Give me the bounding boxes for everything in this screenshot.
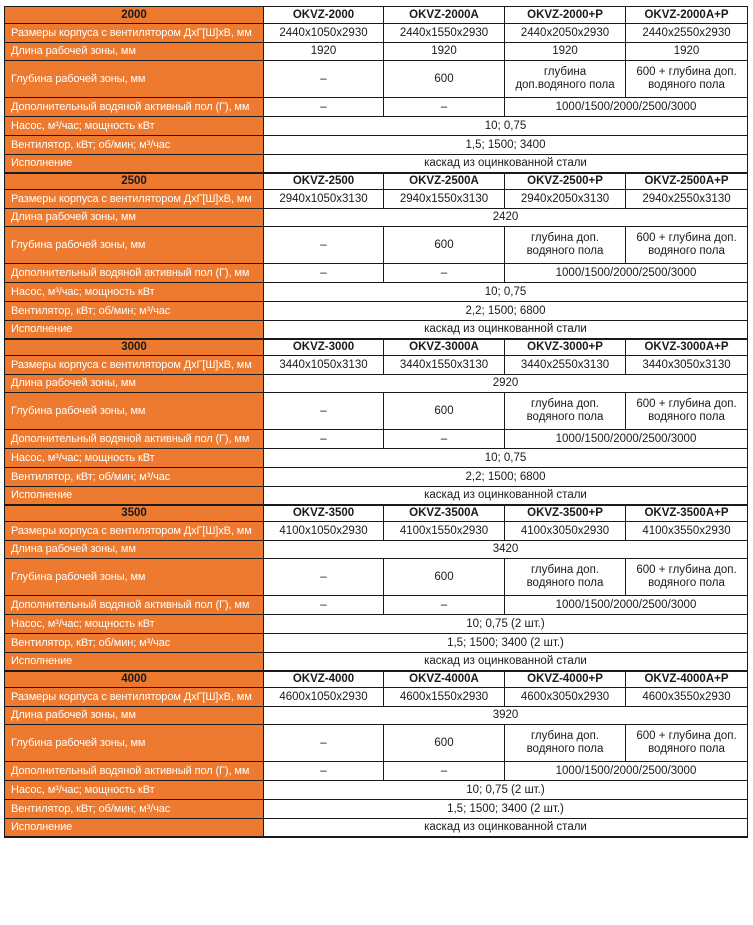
floor-value: – — [264, 430, 384, 449]
floor-value: 1000/1500/2000/2500/3000 — [505, 264, 748, 283]
length-value: 3420 — [264, 541, 748, 559]
fan-row — [5, 468, 748, 487]
fan-value: 2,2; 1500; 6800 — [264, 468, 748, 487]
dims-value: 2440x2550x2930 — [626, 24, 748, 43]
fan-row — [5, 302, 748, 321]
dims-value: 4100x3550x2930 — [626, 522, 748, 541]
depth-row — [5, 559, 748, 596]
section-title: 3000 — [5, 339, 264, 356]
depth-value: – — [264, 61, 384, 98]
floor-value: – — [264, 596, 384, 615]
depth-value: 600 — [384, 559, 505, 596]
model-name: OKVZ-2500A — [384, 173, 505, 190]
row-label-exec: Исполнение — [5, 487, 264, 505]
depth-value: глубина доп. водяного пола — [505, 227, 626, 264]
floor-value: – — [264, 762, 384, 781]
length-value: 1920 — [264, 43, 384, 61]
row-label-dims: Размеры корпуса с вентилятором ДхГ[Ш]хВ, мм — [5, 24, 264, 43]
row-label-floor: Дополнительный водяной активный пол (Г), мм — [5, 98, 264, 117]
depth-value: 600 + глубина доп. водяного пола — [626, 559, 748, 596]
fan-value: 2,2; 1500; 6800 — [264, 302, 748, 321]
length-row — [5, 375, 748, 393]
model-name: OKVZ-2000 — [264, 7, 384, 24]
section-title: 2000 — [5, 7, 264, 24]
exec-value: каскад из оцинкованной стали — [264, 653, 748, 671]
dims-value: 2440x1550x2930 — [384, 24, 505, 43]
dims-row — [5, 24, 748, 43]
pump-row — [5, 117, 748, 136]
row-label-length: Длина рабочей зоны, мм — [5, 375, 264, 393]
section-title: 3500 — [5, 505, 264, 522]
row-label-depth: Глубина рабочей зоны, мм — [5, 61, 264, 98]
depth-value: глубина доп. водяного пола — [505, 725, 626, 762]
depth-value: – — [264, 227, 384, 264]
row-label-floor: Дополнительный водяной активный пол (Г), мм — [5, 762, 264, 781]
model-name: OKVZ-3500 — [264, 505, 384, 522]
pump-value: 10; 0,75 — [264, 117, 748, 136]
model-name: OKVZ-4000A — [384, 671, 505, 688]
dims-value: 3440x1550x3130 — [384, 356, 505, 375]
dims-row — [5, 688, 748, 707]
depth-value: – — [264, 725, 384, 762]
row-label-exec: Исполнение — [5, 321, 264, 339]
section-header-row — [5, 671, 748, 688]
dims-value: 4100x3050x2930 — [505, 522, 626, 541]
depth-row — [5, 227, 748, 264]
depth-value: – — [264, 559, 384, 596]
depth-value: глубина доп.водяного пола — [505, 61, 626, 98]
model-name: OKVZ-2500A+P — [626, 173, 748, 190]
length-value: 1920 — [384, 43, 505, 61]
row-label-depth: Глубина рабочей зоны, мм — [5, 393, 264, 430]
fan-value: 1,5; 1500; 3400 — [264, 136, 748, 155]
floor-row — [5, 264, 748, 283]
length-row — [5, 707, 748, 725]
pump-value: 10; 0,75 — [264, 449, 748, 468]
dims-value: 2940x2550x3130 — [626, 190, 748, 209]
depth-row — [5, 393, 748, 430]
row-label-pump: Насос, м³/час; мощность кВт — [5, 615, 264, 634]
section-header-row — [5, 173, 748, 190]
dims-value: 3440x1050x3130 — [264, 356, 384, 375]
depth-value: – — [264, 393, 384, 430]
spec-table — [4, 6, 748, 838]
row-label-pump: Насос, м³/час; мощность кВт — [5, 283, 264, 302]
floor-value: – — [384, 596, 505, 615]
model-name: OKVZ-3000 — [264, 339, 384, 356]
row-label-exec: Исполнение — [5, 819, 264, 837]
dims-value: 4100x1550x2930 — [384, 522, 505, 541]
pump-value: 10; 0,75 (2 шт.) — [264, 781, 748, 800]
row-label-depth: Глубина рабочей зоны, мм — [5, 227, 264, 264]
section-title: 2500 — [5, 173, 264, 190]
fan-value: 1,5; 1500; 3400 (2 шт.) — [264, 634, 748, 653]
depth-row — [5, 725, 748, 762]
model-name: OKVZ-2000A — [384, 7, 505, 24]
depth-row — [5, 61, 748, 98]
exec-row — [5, 321, 748, 339]
fan-row — [5, 136, 748, 155]
exec-value: каскад из оцинкованной стали — [264, 155, 748, 173]
length-row — [5, 43, 748, 61]
row-label-exec: Исполнение — [5, 653, 264, 671]
floor-value: – — [264, 264, 384, 283]
depth-value: 600 — [384, 725, 505, 762]
dims-value: 2940x1550x3130 — [384, 190, 505, 209]
depth-value: глубина доп. водяного пола — [505, 559, 626, 596]
row-label-floor: Дополнительный водяной активный пол (Г), мм — [5, 430, 264, 449]
model-name: OKVZ-4000+P — [505, 671, 626, 688]
pump-value: 10; 0,75 (2 шт.) — [264, 615, 748, 634]
dims-value: 3440x2550x3130 — [505, 356, 626, 375]
dims-value: 4600x1050x2930 — [264, 688, 384, 707]
pump-value: 10; 0,75 — [264, 283, 748, 302]
model-name: OKVZ-2000A+P — [626, 7, 748, 24]
floor-row — [5, 762, 748, 781]
pump-row — [5, 449, 748, 468]
row-label-depth: Глубина рабочей зоны, мм — [5, 725, 264, 762]
model-name: OKVZ-3500+P — [505, 505, 626, 522]
exec-value: каскад из оцинкованной стали — [264, 321, 748, 339]
floor-value: 1000/1500/2000/2500/3000 — [505, 762, 748, 781]
section-title: 4000 — [5, 671, 264, 688]
section-header-row — [5, 339, 748, 356]
row-label-fan: Вентилятор, кВт; об/мин; м³/час — [5, 634, 264, 653]
dims-row — [5, 522, 748, 541]
row-label-floor: Дополнительный водяной активный пол (Г), мм — [5, 596, 264, 615]
length-value: 1920 — [626, 43, 748, 61]
row-label-dims: Размеры корпуса с вентилятором ДхГ[Ш]хВ, мм — [5, 190, 264, 209]
floor-value: – — [264, 98, 384, 117]
exec-row — [5, 155, 748, 173]
model-name: OKVZ-2500+P — [505, 173, 626, 190]
model-name: OKVZ-4000 — [264, 671, 384, 688]
pump-row — [5, 283, 748, 302]
dims-row — [5, 190, 748, 209]
row-label-pump: Насос, м³/час; мощность кВт — [5, 117, 264, 136]
fan-row — [5, 634, 748, 653]
row-label-depth: Глубина рабочей зоны, мм — [5, 559, 264, 596]
row-label-dims: Размеры корпуса с вентилятором ДхГ[Ш]хВ, мм — [5, 356, 264, 375]
row-label-fan: Вентилятор, кВт; об/мин; м³/час — [5, 136, 264, 155]
model-name: OKVZ-2000+P — [505, 7, 626, 24]
dims-value: 4600x3050x2930 — [505, 688, 626, 707]
dims-value: 4600x1550x2930 — [384, 688, 505, 707]
model-name: OKVZ-2500 — [264, 173, 384, 190]
model-name: OKVZ-3500A+P — [626, 505, 748, 522]
row-label-exec: Исполнение — [5, 155, 264, 173]
floor-value: 1000/1500/2000/2500/3000 — [505, 430, 748, 449]
floor-row — [5, 98, 748, 117]
pump-row — [5, 615, 748, 634]
depth-value: глубина доп. водяного пола — [505, 393, 626, 430]
section-header-row — [5, 7, 748, 24]
row-label-pump: Насос, м³/час; мощность кВт — [5, 781, 264, 800]
floor-value: – — [384, 762, 505, 781]
row-label-dims: Размеры корпуса с вентилятором ДхГ[Ш]хВ, мм — [5, 522, 264, 541]
row-label-fan: Вентилятор, кВт; об/мин; м³/час — [5, 468, 264, 487]
section-header-row — [5, 505, 748, 522]
dims-value: 3440x3050x3130 — [626, 356, 748, 375]
pump-row — [5, 781, 748, 800]
depth-value: 600 + глубина доп. водяного пола — [626, 61, 748, 98]
length-value: 2920 — [264, 375, 748, 393]
exec-value: каскад из оцинкованной стали — [264, 819, 748, 837]
model-name: OKVZ-3000A+P — [626, 339, 748, 356]
floor-value: 1000/1500/2000/2500/3000 — [505, 98, 748, 117]
exec-row — [5, 487, 748, 505]
fan-row — [5, 800, 748, 819]
depth-value: 600 — [384, 61, 505, 98]
dims-row — [5, 356, 748, 375]
dims-value: 4600x3550x2930 — [626, 688, 748, 707]
model-name: OKVZ-3500A — [384, 505, 505, 522]
floor-value: – — [384, 264, 505, 283]
model-name: OKVZ-3000+P — [505, 339, 626, 356]
dims-value: 2940x2050x3130 — [505, 190, 626, 209]
length-row — [5, 209, 748, 227]
dims-value: 2940x1050x3130 — [264, 190, 384, 209]
row-label-length: Длина рабочей зоны, мм — [5, 43, 264, 61]
row-label-pump: Насос, м³/час; мощность кВт — [5, 449, 264, 468]
floor-row — [5, 596, 748, 615]
row-label-floor: Дополнительный водяной активный пол (Г), мм — [5, 264, 264, 283]
exec-value: каскад из оцинкованной стали — [264, 487, 748, 505]
depth-value: 600 + глубина доп. водяного пола — [626, 393, 748, 430]
length-value: 2420 — [264, 209, 748, 227]
floor-value: – — [384, 430, 505, 449]
depth-value: 600 — [384, 227, 505, 264]
dims-value: 2440x1050x2930 — [264, 24, 384, 43]
dims-value: 2440x2050x2930 — [505, 24, 626, 43]
model-name: OKVZ-4000A+P — [626, 671, 748, 688]
row-label-dims: Размеры корпуса с вентилятором ДхГ[Ш]хВ, мм — [5, 688, 264, 707]
fan-value: 1,5; 1500; 3400 (2 шт.) — [264, 800, 748, 819]
length-row — [5, 541, 748, 559]
length-value: 3920 — [264, 707, 748, 725]
exec-row — [5, 653, 748, 671]
row-label-length: Длина рабочей зоны, мм — [5, 707, 264, 725]
row-label-length: Длина рабочей зоны, мм — [5, 541, 264, 559]
length-value: 1920 — [505, 43, 626, 61]
row-label-fan: Вентилятор, кВт; об/мин; м³/час — [5, 800, 264, 819]
depth-value: 600 — [384, 393, 505, 430]
model-name: OKVZ-3000A — [384, 339, 505, 356]
floor-value: – — [384, 98, 505, 117]
depth-value: 600 + глубина доп. водяного пола — [626, 227, 748, 264]
row-label-fan: Вентилятор, кВт; об/мин; м³/час — [5, 302, 264, 321]
dims-value: 4100x1050x2930 — [264, 522, 384, 541]
depth-value: 600 + глубина доп. водяного пола — [626, 725, 748, 762]
floor-value: 1000/1500/2000/2500/3000 — [505, 596, 748, 615]
row-label-length: Длина рабочей зоны, мм — [5, 209, 264, 227]
floor-row — [5, 430, 748, 449]
exec-row — [5, 819, 748, 837]
